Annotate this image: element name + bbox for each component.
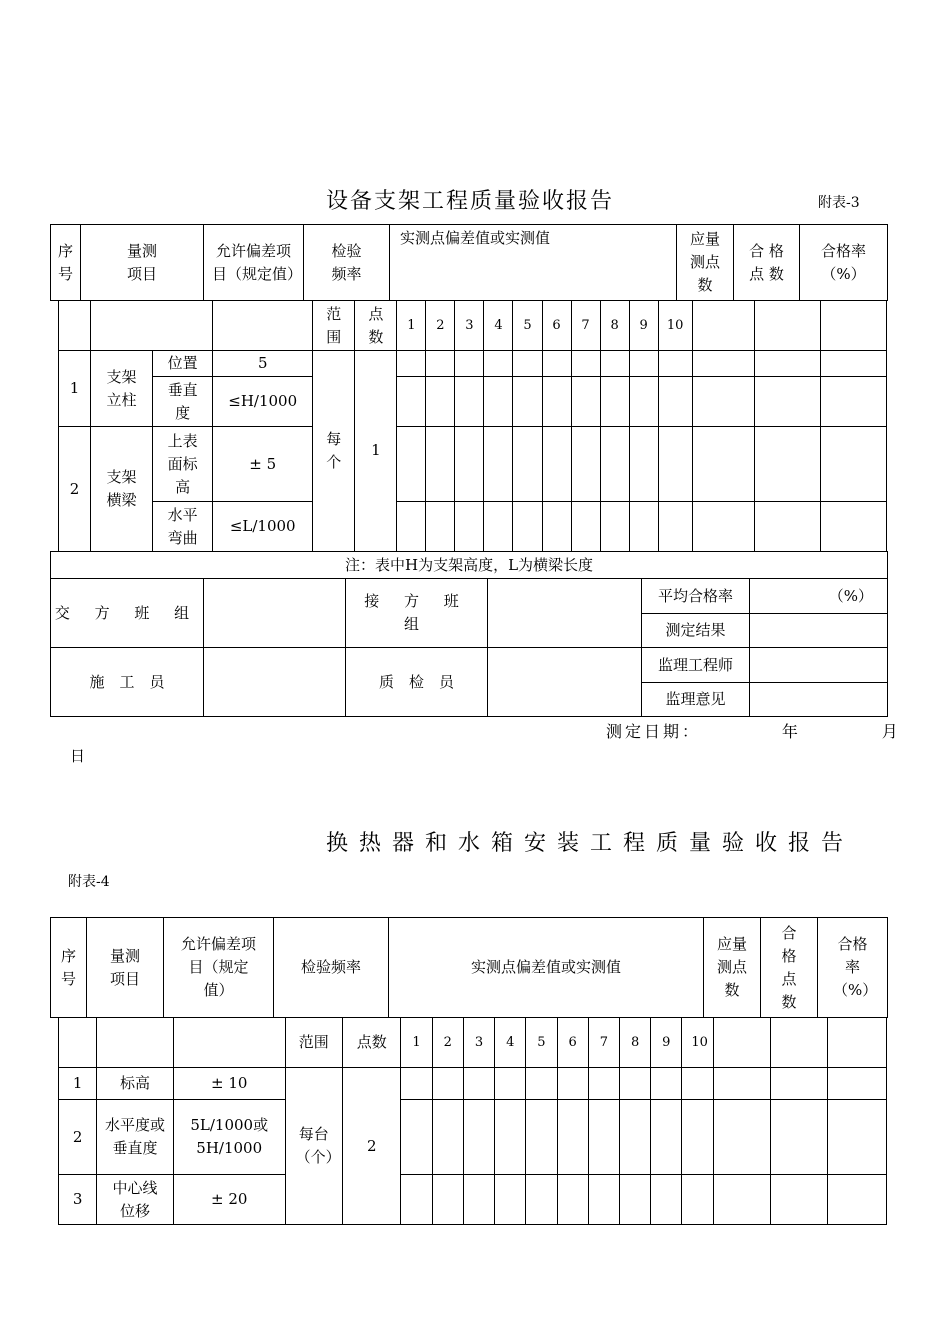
r1-col-1: 1: [397, 301, 426, 351]
r2-col-3: 3: [463, 1018, 494, 1068]
r1-sub-blank-item: [91, 301, 213, 351]
r1-hand-over-value[interactable]: [204, 579, 346, 648]
r1-row1-value1: 5: [213, 351, 313, 377]
r1-sub-blank-pass: [754, 301, 820, 351]
r1-col-2: 2: [426, 301, 455, 351]
r1-freq-range: 每个: [313, 351, 355, 552]
r1-hand-over-label: 交 方 班 组: [51, 579, 204, 648]
r1-opinion-label: 监理意见: [642, 683, 750, 717]
r1-h-seq: 序号: [51, 225, 81, 301]
report1-header-table: [50, 224, 888, 301]
r1-row1-item2: 垂直度: [153, 377, 213, 427]
r2-row3-seq: 3: [59, 1175, 97, 1225]
r1-col-3: 3: [455, 301, 484, 351]
r2-h-item: 量测项目: [87, 918, 164, 1018]
report2-body-table: [58, 1017, 887, 1225]
r2-row3-value: ± 20: [173, 1175, 285, 1225]
r1-h-freq: 检验频率: [304, 225, 390, 301]
r2-col-5: 5: [526, 1018, 557, 1068]
report1-body-table: [58, 300, 887, 552]
r2-sub-blank-should: [713, 1018, 770, 1068]
r2-sub-blank-item: [97, 1018, 174, 1068]
r2-freq-range: 每台（个）: [285, 1068, 342, 1225]
report2-tag: 附表-4: [68, 874, 110, 890]
r1-row2-value2: ≤L/1000: [213, 502, 313, 552]
r2-row2-value: 5L/1000或5H/1000: [173, 1100, 285, 1175]
r2-h-pass-points: 合格点数: [761, 918, 818, 1018]
r2-row1-item: 标高: [97, 1068, 174, 1100]
report1-footer-table: [50, 551, 888, 717]
r2-h-freq: 检验频率: [274, 918, 389, 1018]
r1-row2-item2: 水平弯曲: [153, 502, 213, 552]
r1-row2-item1: 上表面标高: [153, 427, 213, 502]
r2-row2-item: 水平度或垂直度: [97, 1100, 174, 1175]
r2-sub-blank-pass: [771, 1018, 828, 1068]
r2-col-10: 10: [682, 1018, 713, 1068]
r2-h-points: 点数: [343, 1018, 401, 1068]
r1-row2-value1: ± 5: [213, 427, 313, 502]
r2-h-measured: 实测点偏差值或实测值: [389, 918, 704, 1018]
r1-freq-points: 1: [355, 351, 397, 552]
r1-row1-group: 支架立柱: [91, 351, 153, 427]
r1-col-7: 7: [571, 301, 600, 351]
r1-sub-blank-seq: [59, 301, 91, 351]
r2-col-4: 4: [495, 1018, 526, 1068]
r1-col-4: 4: [484, 301, 513, 351]
r2-h-range: 范围: [285, 1018, 342, 1068]
r1-h-allow: 允许偏差项目（规定值）: [204, 225, 304, 301]
r1-result-value[interactable]: [750, 614, 888, 648]
r2-col-1: 1: [401, 1018, 432, 1068]
r1-h-item: 量测项目: [81, 225, 204, 301]
r2-sub-blank-allow: [173, 1018, 285, 1068]
r1-h-range: 范围: [313, 301, 355, 351]
r1-col-6: 6: [542, 301, 571, 351]
r1-sub-blank-should: [692, 301, 754, 351]
r1-sub-blank-rate: [820, 301, 886, 351]
report2-header-table: [50, 917, 888, 1018]
r1-row1-seq: 1: [59, 351, 91, 427]
r1-h-measured: 实测点偏差值或实测值: [390, 225, 677, 301]
r1-opinion-value[interactable]: [750, 683, 888, 717]
r2-sub-blank-seq: [59, 1018, 97, 1068]
r2-row2-seq: 2: [59, 1100, 97, 1175]
r1-result-label: 测定结果: [642, 614, 750, 648]
r2-h-should-points: 应量测点数: [704, 918, 761, 1018]
report2-title: 换热器和水箱安装工程质量验收报告: [326, 831, 855, 856]
r1-builder-label: 施 工 员: [51, 648, 204, 717]
r1-sub-blank-allow: [213, 301, 313, 351]
r1-supervisor-label: 监理工程师: [642, 648, 750, 683]
r1-avg-rate-value[interactable]: （%）: [750, 579, 888, 614]
report1-tag: 附表-3: [818, 195, 860, 211]
r1-builder-value[interactable]: [204, 648, 346, 717]
r2-freq-points: 2: [343, 1068, 401, 1225]
r1-col-9: 9: [629, 301, 658, 351]
r2-h-seq: 序号: [51, 918, 87, 1018]
r1-receive-label: 接 方 班 组: [346, 579, 488, 648]
r1-col-10: 10: [658, 301, 692, 351]
r2-col-9: 9: [651, 1018, 682, 1068]
r1-date-day: 日: [70, 747, 86, 765]
r1-col-8: 8: [600, 301, 629, 351]
r2-sub-blank-rate: [828, 1018, 887, 1068]
r2-row1-value: ± 10: [173, 1068, 285, 1100]
r1-h-should-points: 应量测点数: [677, 225, 734, 301]
r2-col-8: 8: [619, 1018, 650, 1068]
r1-inspector-value[interactable]: [488, 648, 642, 717]
r1-avg-rate-label: 平均合格率: [642, 579, 750, 614]
r2-col-7: 7: [588, 1018, 619, 1068]
r1-col-5: 5: [513, 301, 542, 351]
r2-row1-seq: 1: [59, 1068, 97, 1100]
r1-h-pass-rate: 合格率（%）: [800, 225, 888, 301]
r1-row1-item1: 位置: [153, 351, 213, 377]
r1-supervisor-value[interactable]: [750, 648, 888, 683]
r2-h-allow: 允许偏差项目（规定值）: [164, 918, 274, 1018]
r1-row2-group: 支架横梁: [91, 427, 153, 552]
r2-col-6: 6: [557, 1018, 588, 1068]
report1-title: 设备支架工程质量验收报告: [326, 189, 615, 214]
r1-row2-seq: 2: [59, 427, 91, 552]
r2-h-pass-rate: 合格率（%）: [818, 918, 888, 1018]
r1-date-label: 测定日期： 年 月: [606, 722, 901, 741]
r1-row1-value2: ≤H/1000: [213, 377, 313, 427]
r1-note: 注：表中H为支架高度，L为横梁长度: [51, 552, 888, 579]
r1-h-points: 点数: [355, 301, 397, 351]
r2-col-2: 2: [432, 1018, 463, 1068]
r1-inspector-label: 质 检 员: [346, 648, 488, 717]
r1-receive-value[interactable]: [488, 579, 642, 648]
r1-h-pass-points: 合 格点 数: [734, 225, 800, 301]
r2-row3-item: 中心线位移: [97, 1175, 174, 1225]
